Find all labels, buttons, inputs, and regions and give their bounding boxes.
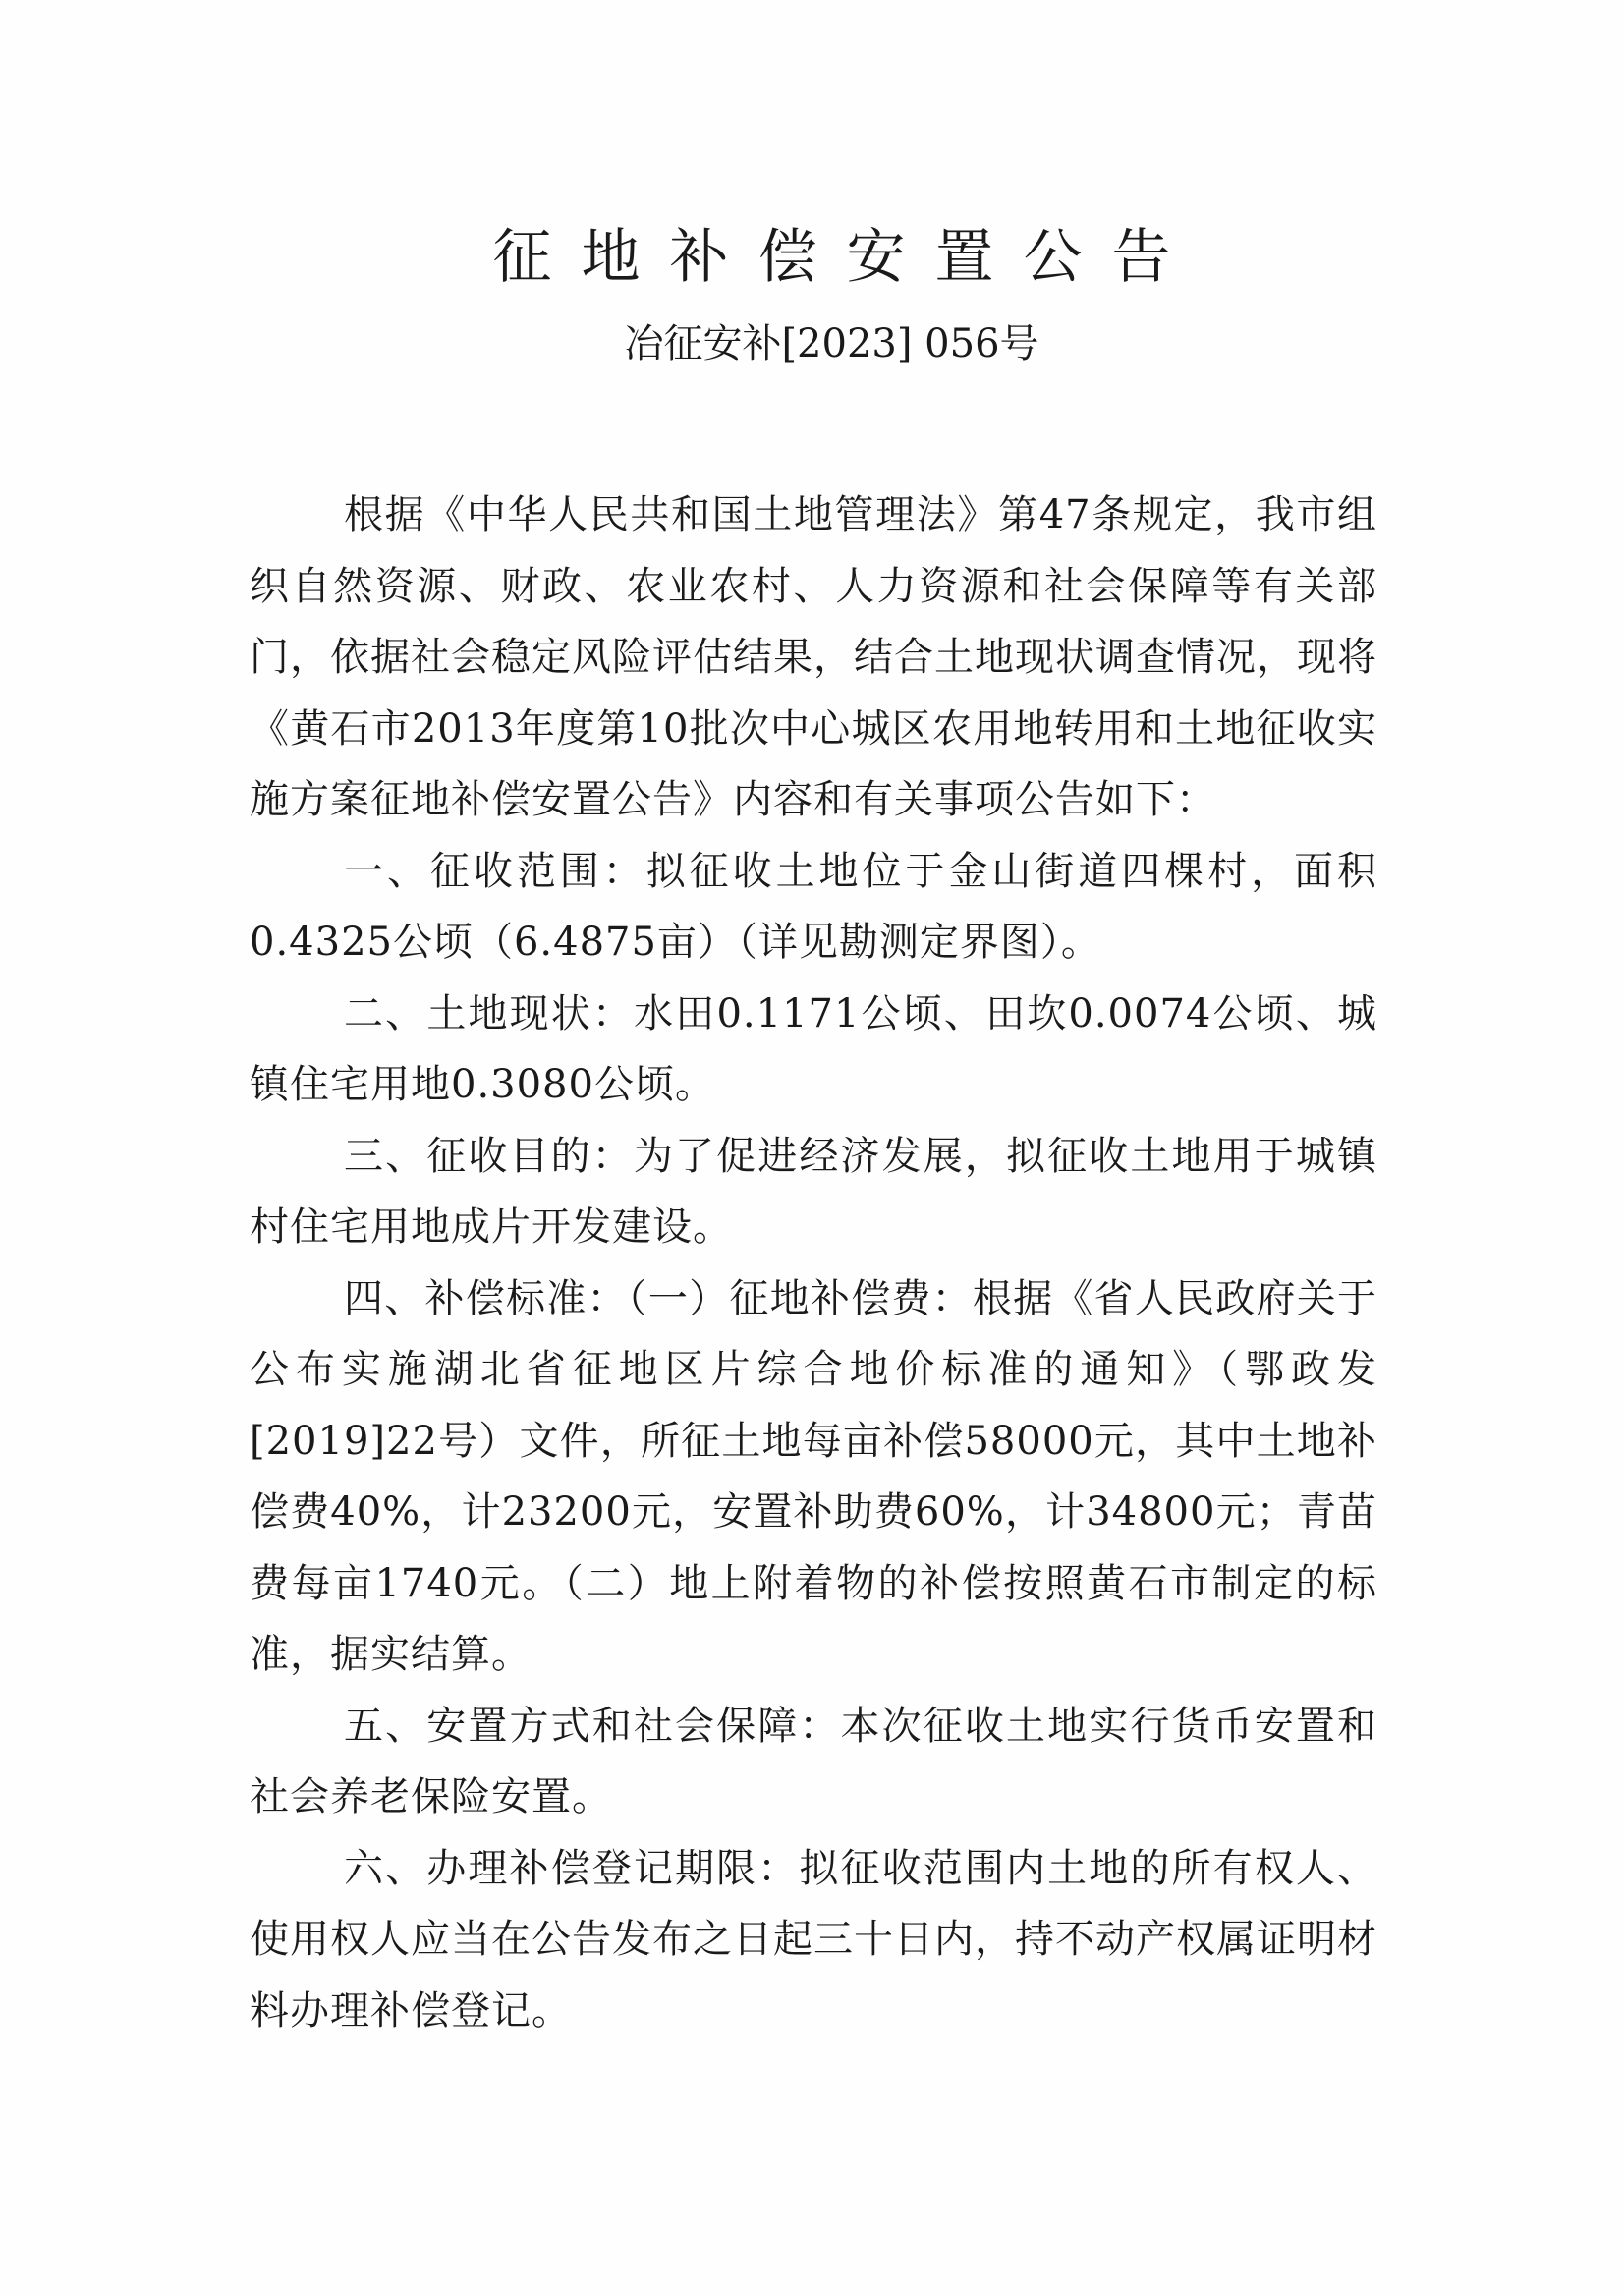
paragraph-scope: 一、征收范围：拟征收土地位于金山街道四棵村，面积0.4325公顷（6.4875亩）（详见勘测定界图）。 xyxy=(250,848,1377,965)
paragraph-registration: 六、办理补偿登记期限：拟征收范围内土地的所有权人、使用权人应当在公告发布之日起三十日内，持不动产权属证明材料办理补偿登记。 xyxy=(250,1845,1377,2034)
paragraph-land-status: 二、土地现状：水田0.1171公顷、田坎0.0074公顷、城镇住宅用地0.3080公顷。 xyxy=(250,990,1377,1107)
document-body xyxy=(250,479,1377,2046)
document-number: 冶征安补[2023] 056号 xyxy=(624,321,1039,366)
paragraph-intro: 根据《中华人民共和国土地管理法》第47条规定，我市组织自然资源、财政、农业农村、人力资源和社会保障等有关部门，依据社会稳定风险评估结果，结合土地现状调查情况，现将《黄石市2013年度第10批次中心城区农用地转用和土地征收实施方案征地补偿安置公告》内容和有关事项公告如下： xyxy=(250,492,1377,822)
paragraph-compensation: 四、补偿标准：（一）征地补偿费：根据《省人民政府关于公布实施湖北省征地区片综合地价标准的通知》（鄂政发[2019]22号）文件，所征土地每亩补偿58000元，其中土地补偿费40%，计23200元，安置补助费60%，计34800元；青苗费每亩1740元。（二）地上附着物的补偿按照黄石市制定的标准，据实结算。 xyxy=(250,1275,1377,1677)
paragraph-resettlement: 五、安置方式和社会保障：本次征收土地实行货币安置和社会养老保险安置。 xyxy=(250,1703,1377,1819)
paragraph-purpose: 三、征收目的：为了促进经济发展，拟征收土地用于城镇村住宅用地成片开发建设。 xyxy=(250,1133,1377,1250)
document-title: 征地补偿安置公告 xyxy=(492,223,1201,292)
